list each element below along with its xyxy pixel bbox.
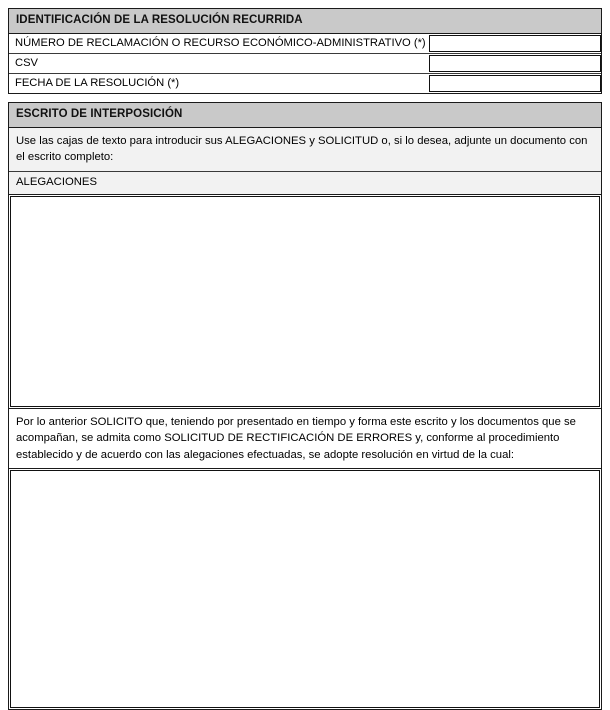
textarea-cell-solicito — [9, 469, 601, 709]
textarea-alegaciones[interactable] — [10, 196, 600, 407]
input-cell-csv — [429, 54, 601, 73]
label-numero-reclamacion: NÚMERO DE RECLAMACIÓN O RECURSO ECONÓMICO-ADMINISTRATIVO (*) — [15, 36, 426, 49]
input-numero-reclamacion[interactable] — [429, 35, 601, 52]
label-alegaciones: ALEGACIONES — [9, 172, 601, 194]
section-identificacion-resolucion-recurrida — [8, 8, 602, 94]
input-cell-numero-reclamacion — [429, 34, 601, 53]
section-escrito-de-interposicion — [8, 102, 602, 710]
instruction-text: Use las cajas de texto para introducir sus ALEGACIONES y SOLICITUD o, si lo desea, adjunte un documento con el escrito completo: — [9, 128, 601, 173]
solicito-paragraph: Por lo anterior SOLICITO que, teniendo por presentado en tiempo y forma este escrito y los documentos que se acompañan, se admita como SOLICITUD DE RECTIFICACIÓN DE ERRORES y, conforme al procedimiento establecido y de acuerdo con las alegaciones efectuadas, se adopte resolución en virtud de la cual: — [9, 408, 601, 470]
field-row-csv — [9, 54, 601, 74]
section-header-identificacion: IDENTIFICACIÓN DE LA RESOLUCIÓN RECURRIDA — [9, 9, 601, 34]
label-csv: CSV — [15, 56, 39, 69]
section-header-escrito: ESCRITO DE INTERPOSICIÓN — [9, 103, 601, 128]
field-row-numero-reclamacion — [9, 34, 601, 54]
input-csv[interactable] — [429, 55, 601, 72]
field-row-fecha-resolucion — [9, 74, 601, 93]
input-cell-fecha-resolucion — [429, 74, 601, 93]
label-fecha-resolucion: FECHA DE LA RESOLUCIÓN (*) — [15, 76, 180, 89]
input-fecha-resolucion[interactable] — [429, 75, 601, 92]
textarea-cell-alegaciones — [9, 195, 601, 408]
textarea-solicito[interactable] — [10, 470, 600, 708]
